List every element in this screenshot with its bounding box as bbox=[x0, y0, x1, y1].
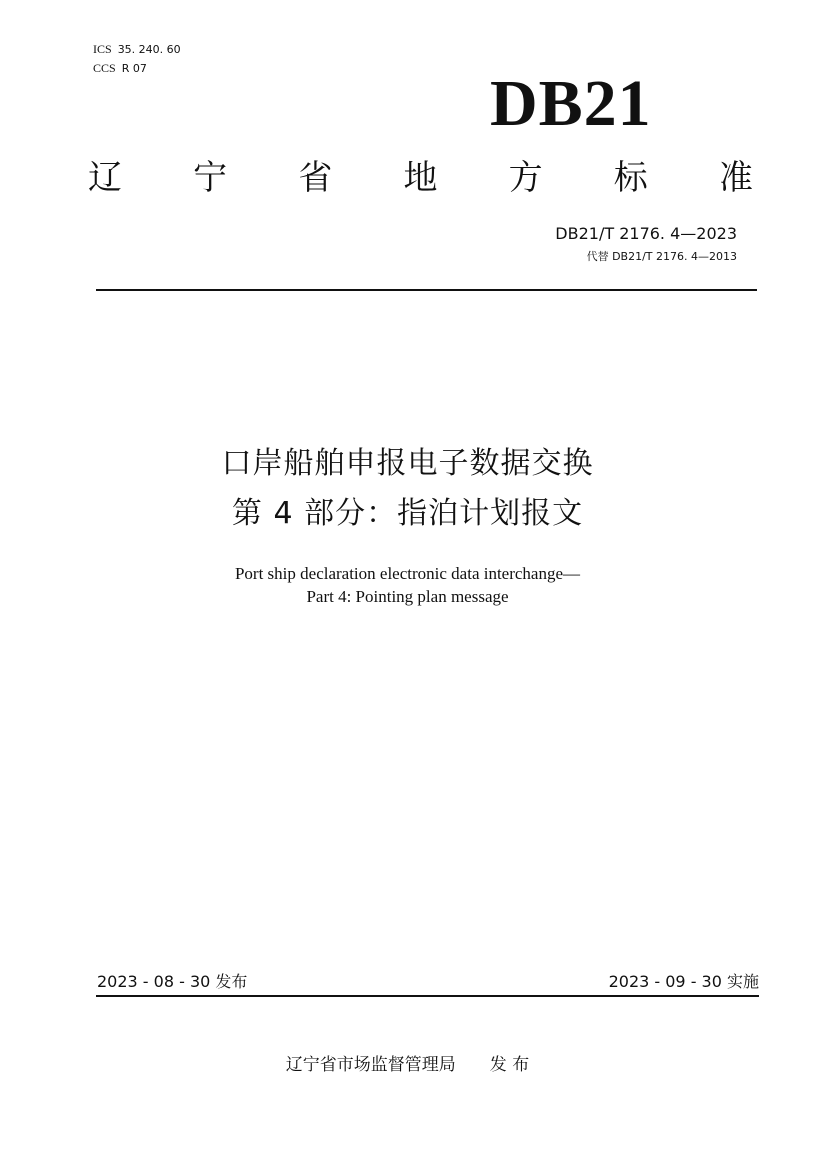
title-en-line2: Part 4: Pointing plan message bbox=[306, 587, 509, 606]
ics-label: ICS bbox=[93, 42, 112, 56]
standard-type-char: 地 bbox=[403, 158, 438, 198]
ics-line bbox=[93, 40, 181, 59]
standard-type-char: 宁 bbox=[193, 158, 228, 198]
standard-type-char: 准 bbox=[718, 158, 753, 198]
issue-date: 2023 - 08 - 30 发布 bbox=[97, 972, 248, 991]
standard-type-char: 省 bbox=[298, 158, 333, 198]
classification-block bbox=[93, 40, 181, 78]
ccs-line bbox=[93, 59, 181, 78]
bottom-divider bbox=[96, 995, 759, 997]
standard-type-heading bbox=[88, 156, 753, 200]
standard-number: DB21/T 2176. 4—2023 bbox=[555, 224, 737, 243]
publisher-org: 辽宁省市场监督管理局 bbox=[285, 1055, 456, 1075]
publisher-action: 发 布 bbox=[489, 1055, 530, 1075]
standard-type-char: 标 bbox=[613, 158, 648, 198]
replaces-standard: 代替 DB21/T 2176. 4—2013 bbox=[586, 250, 737, 263]
title-cn-line1: 口岸船舶申报电子数据交换 bbox=[221, 446, 594, 481]
title-cn-line2: 第 4 部分：指泊计划报文 bbox=[231, 496, 584, 531]
standard-type-char: 方 bbox=[508, 158, 543, 198]
ccs-label: CCS bbox=[93, 61, 116, 75]
standard-type-char: 辽 bbox=[88, 158, 122, 198]
ccs-code: R 07 bbox=[121, 62, 147, 75]
db-logo: DB21 bbox=[490, 67, 652, 140]
implementation-date: 2023 - 09 - 30 实施 bbox=[608, 972, 759, 991]
ics-code: 35. 240. 60 bbox=[117, 43, 181, 56]
top-divider bbox=[96, 289, 757, 291]
title-en-line1: Port ship declaration electronic data interchange— bbox=[234, 564, 581, 583]
publisher-line bbox=[0, 1054, 815, 1076]
